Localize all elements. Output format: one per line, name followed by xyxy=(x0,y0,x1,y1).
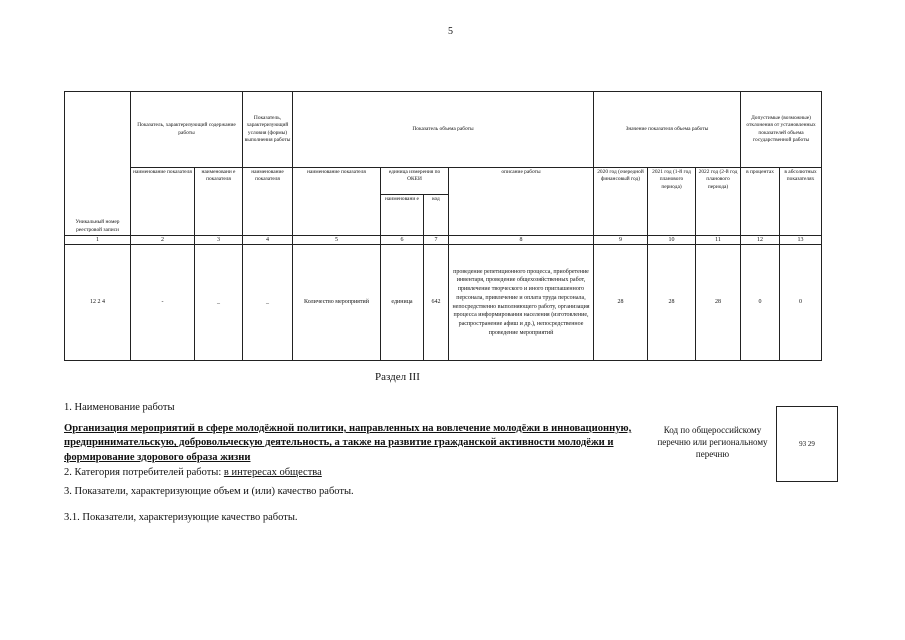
column-number: 5 xyxy=(293,236,381,245)
column-number: 6 xyxy=(381,236,424,245)
work-description-cell: проведение репетиционного процесса, приобретение инвентаря, проведение общехозяйственных работ, привлечение творческого и иного приглашенного персонала, привлечение и оплата труда персонала, непосредственно выполняющего работу, организация процесса информирования населения (изготовление, распространение афиш и др.), непосредственное проведение мероприятий xyxy=(449,245,594,361)
quality-indicators-heading: 3.1. Показатели, характеризующие качество работы. xyxy=(64,512,298,523)
consumer-category xyxy=(64,467,322,478)
value-2020-cell: 28 xyxy=(594,245,648,361)
header-work-description: описание работы xyxy=(449,168,594,236)
column-number: 8 xyxy=(449,236,594,245)
header-indicator-name-1: наименование показателя xyxy=(131,168,195,236)
column-number: 9 xyxy=(594,236,648,245)
header-indicator-name-3: наименование показателя xyxy=(243,168,293,236)
work-name-label: 1. Наименование работы xyxy=(64,402,175,413)
column-number: 2 xyxy=(131,236,195,245)
column-number: 10 xyxy=(648,236,696,245)
condition-indicator-cell: _ xyxy=(243,245,293,361)
unit-code-cell: 642 xyxy=(424,245,449,361)
indicators-heading: 3. Показатели, характеризующие объем и (или) качество работы. xyxy=(64,486,354,497)
header-in-absolute: в абсолютных показателях xyxy=(780,168,822,236)
column-number: 12 xyxy=(741,236,780,245)
consumer-category-label: 2. Категория потребителей работы: xyxy=(64,467,224,478)
header-indicator-name-4: наименование показателя xyxy=(293,168,381,236)
column-number: 11 xyxy=(696,236,741,245)
header-indicator-name-2: наименовани е показателя xyxy=(195,168,243,236)
value-2022-cell: 28 xyxy=(696,245,741,361)
code-value: 93 29 xyxy=(776,406,838,482)
header-deviations: Допустимые (возможные) отклонения от установленных показателей объема государственной работы xyxy=(741,92,822,168)
value-2021-cell: 28 xyxy=(648,245,696,361)
header-unit-code: код xyxy=(424,195,449,236)
header-in-percent: в процентах xyxy=(741,168,780,236)
consumer-category-value: в интересах общества xyxy=(223,467,322,478)
column-number: 13 xyxy=(780,236,822,245)
registry-number-cell: 12 2 4 xyxy=(65,245,131,361)
header-year-2021: 2021 год (1-й год планового периода) xyxy=(648,168,696,236)
table-row xyxy=(65,245,822,361)
code-label: Код по общероссийскому перечню или региональному перечню xyxy=(657,425,768,460)
header-volume-indicator: Показатель объема работы xyxy=(293,92,594,168)
column-number: 1 xyxy=(65,236,131,245)
column-number: 3 xyxy=(195,236,243,245)
content-indicator-1-cell: - xyxy=(131,245,195,361)
header-unit-okei: единица измерения по ОКЕИ xyxy=(381,168,449,195)
volume-indicators-table xyxy=(64,91,822,361)
header-unit-name: наименовани е xyxy=(381,195,424,236)
deviation-percent-cell: 0 xyxy=(741,245,780,361)
column-number: 7 xyxy=(424,236,449,245)
header-condition-indicator: Показатель, характеризующий условия (формы) выполнения работы xyxy=(243,92,293,168)
deviation-absolute-cell: 0 xyxy=(780,245,822,361)
indicator-name-cell: Количество мероприятий xyxy=(293,245,381,361)
page-number: 5 xyxy=(448,26,453,37)
unit-name-cell: единица xyxy=(381,245,424,361)
content-indicator-2-cell: _ xyxy=(195,245,243,361)
header-content-indicator: Показатель, характеризующий содержание работы xyxy=(131,92,243,168)
work-name: Организация мероприятий в сфере молодёжной политики, направленных на вовлечение молодёжи в инновационную, предпринимательскую, добровольческую деятельность, а также на развитие гражданской активности молодёжи и формирование здорового образа жизни xyxy=(64,423,632,463)
column-number: 4 xyxy=(243,236,293,245)
header-year-2020: 2020 год (очередной финансовый год) xyxy=(594,168,648,236)
header-unique-number: Уникальный номер реестровой записи xyxy=(65,92,131,236)
header-year-2022: 2022 год (2-й год планового периода) xyxy=(696,168,741,236)
section-title: Раздел III xyxy=(375,371,420,383)
header-volume-values: Значение показателя объема работы xyxy=(594,92,741,168)
